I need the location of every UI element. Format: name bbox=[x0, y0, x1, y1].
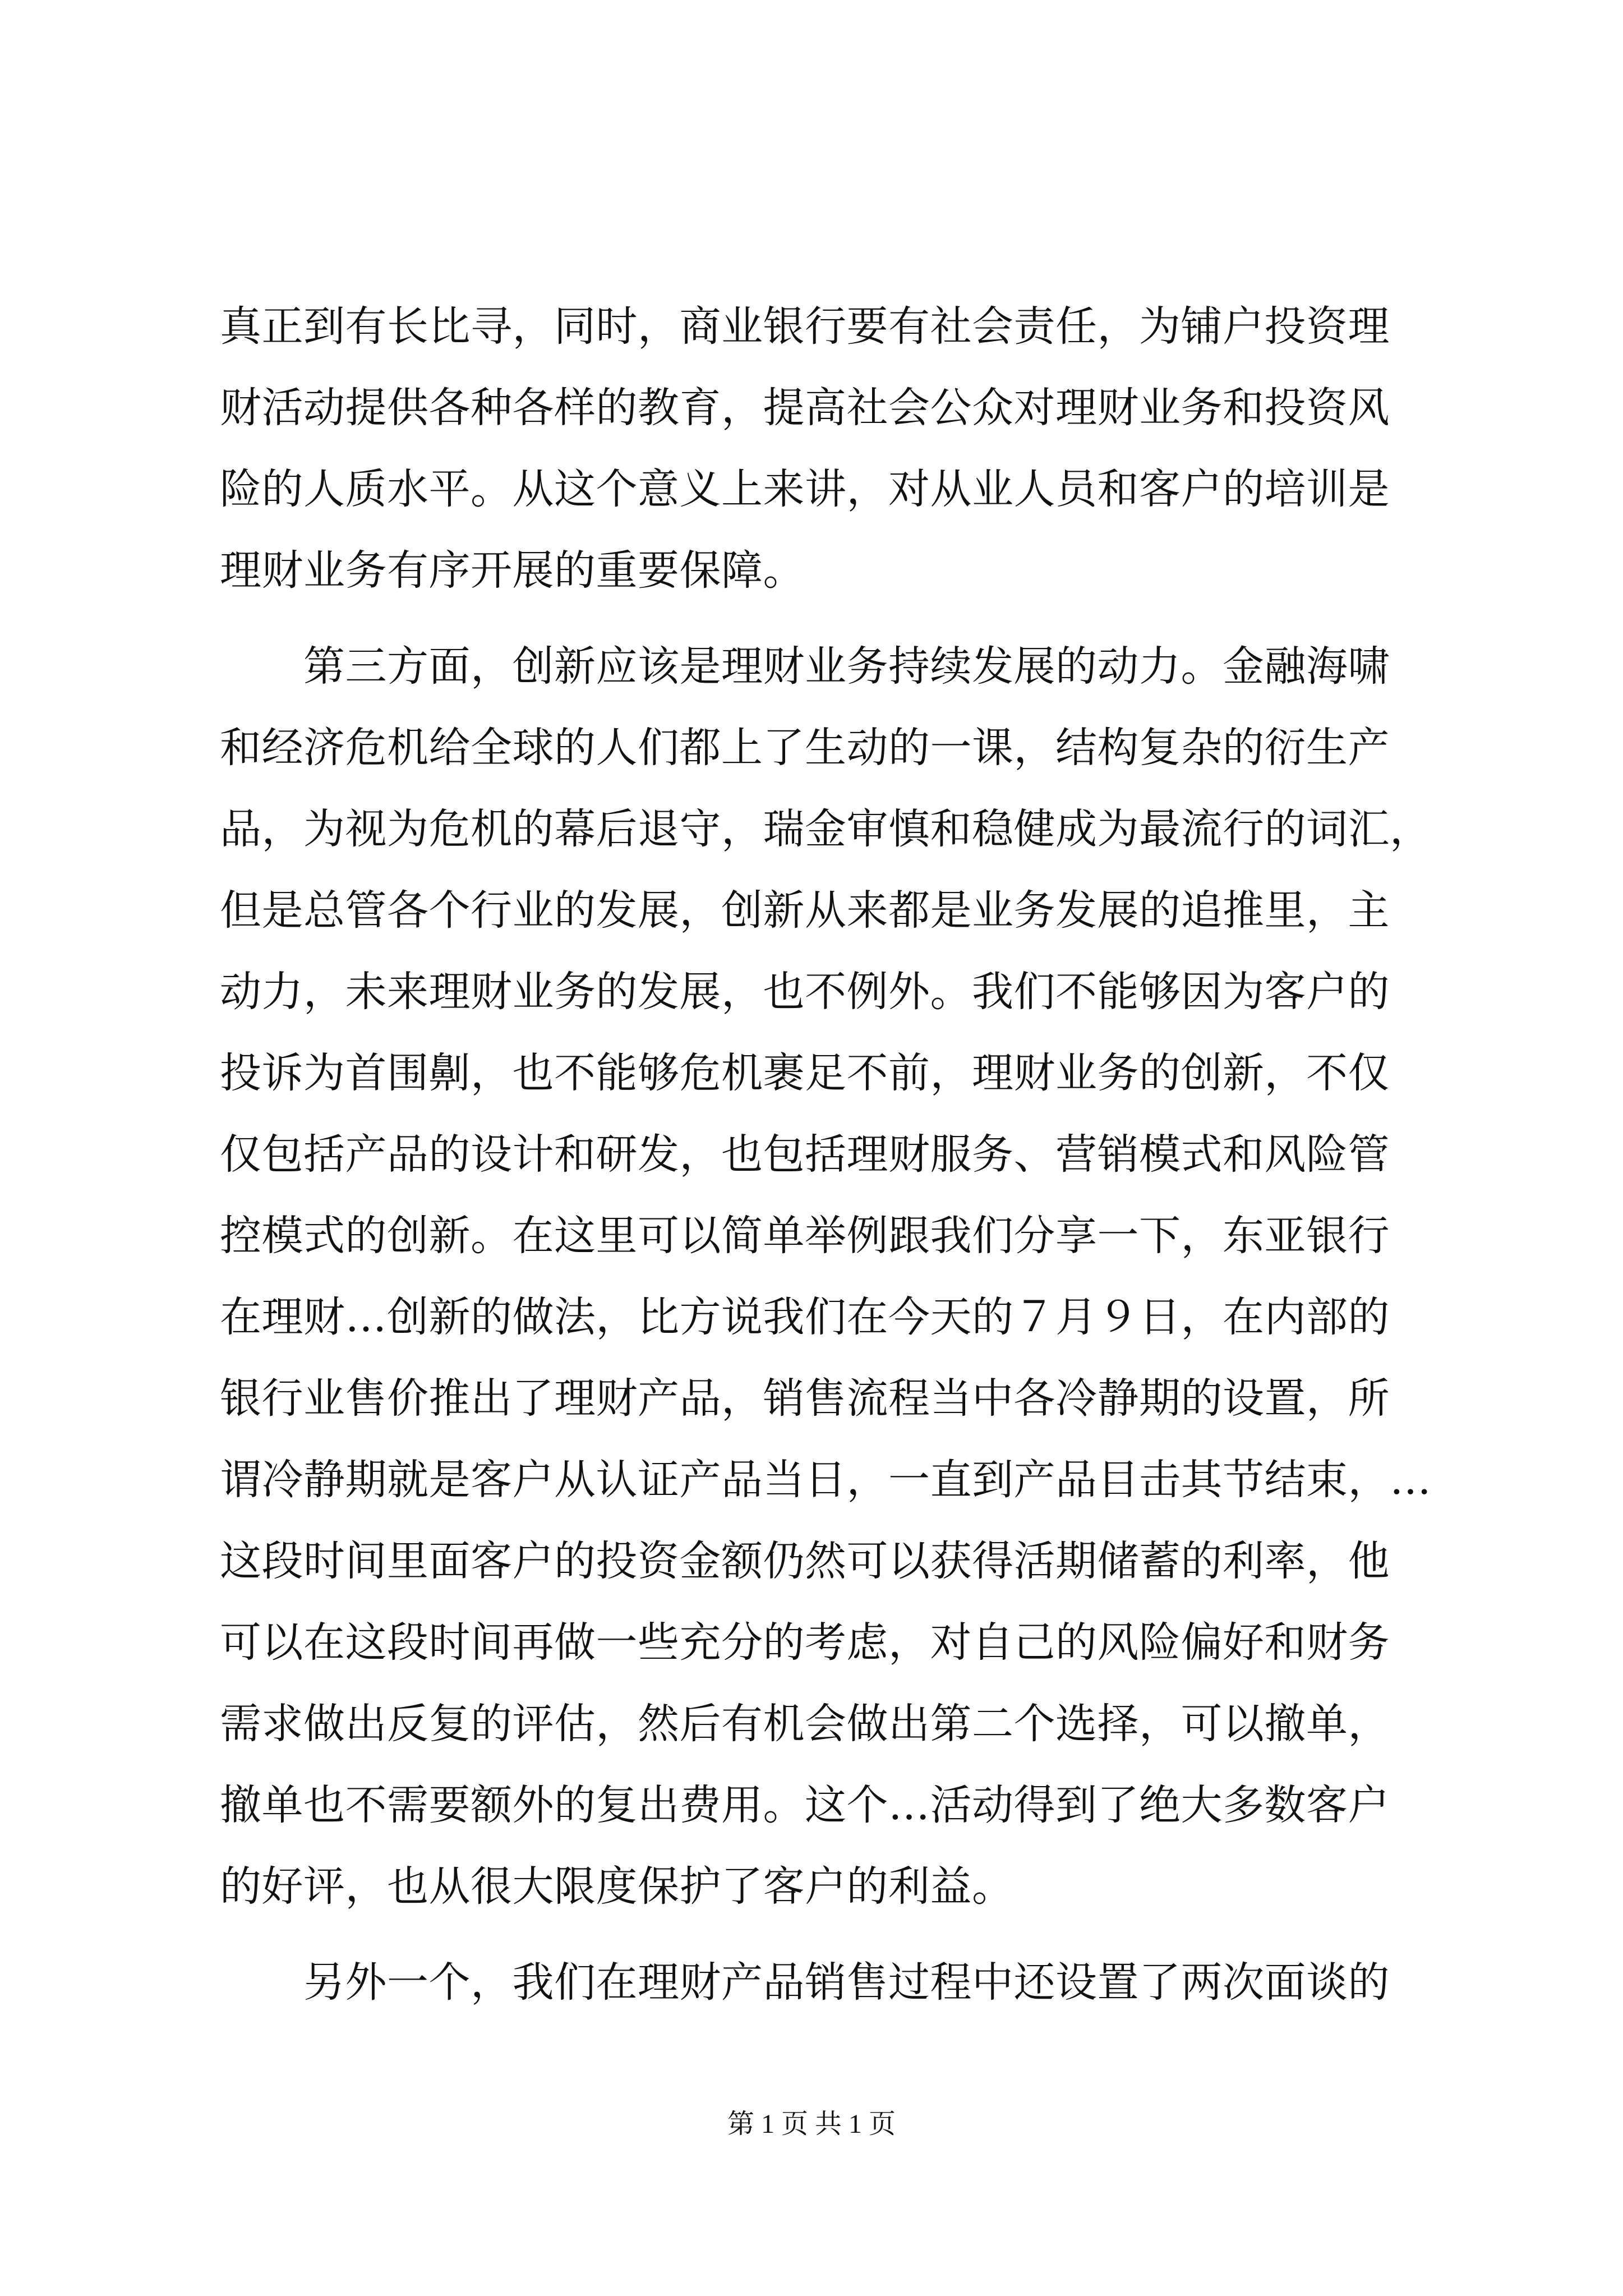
text-line: 真正到有长比寻，同时，商业银行要有社会责任，为铺户投资理 bbox=[220, 302, 1390, 351]
text-line: 的好评，也从很大限度保护了客户的利益。 bbox=[220, 1862, 1014, 1911]
text-line: 投诉为首围劓，也不能够危机裹足不前，理财业务的创新，不仅 bbox=[220, 1049, 1390, 1097]
text-line: 控模式的创新。在这里可以简单举例跟我们分享一下，东亚银行 bbox=[220, 1212, 1390, 1260]
text-line: 品，为视为危机的幕后退守，瑞金审慎和稳健成为最流行的词汇， bbox=[220, 805, 1432, 853]
text-line: 第三方面，创新应该是理财业务持续发展的动力。金融海啸 bbox=[220, 642, 1390, 691]
text-line: 仅包括产品的设计和研发，也包括理财服务、营销模式和风险管 bbox=[220, 1130, 1390, 1179]
text-line: 银行业售价推出了理财产品，销售流程当中各冷静期的设置，所 bbox=[220, 1374, 1390, 1423]
text-line: 和经济危机给全球的人们都上了生动的一课，结构复杂的衍生产 bbox=[220, 724, 1390, 772]
page-number-footer: 第 1 页 共 1 页 bbox=[727, 2109, 896, 2139]
text-line: 但是总管各个行业的发展，创新从来都是业务发展的追推里，主 bbox=[220, 886, 1390, 935]
text-line: 可以在这段时间再做一些充分的考虑，对自己的风险偏好和财务 bbox=[220, 1618, 1390, 1667]
text-line: 另外一个，我们在理财产品销售过程中还设置了两次面谈的 bbox=[220, 1958, 1390, 2007]
text-line: 财活动提供各种各样的教育，提高社会公众对理财业务和投资风 bbox=[220, 384, 1390, 432]
text-line: 需求做出反复的评估，然后有机会做出第二个选择，可以撤单， bbox=[220, 1700, 1390, 1748]
text-line: 撤单也不需要额外的复出费用。这个…活动得到了绝大多数客户 bbox=[220, 1781, 1390, 1829]
body-text bbox=[220, 286, 1432, 2023]
text-line: 谓冷静期就是客户从认证产品当日，一直到产品目击其节结束，… bbox=[220, 1456, 1432, 1504]
text-line: 险的人质水平。从这个意义上来讲，对从业人员和客户的培训是 bbox=[220, 465, 1390, 513]
text-line: 动力，未来理财业务的发展，也不例外。我们不能够因为客户的 bbox=[220, 968, 1390, 1016]
text-line: 这段时间里面客户的投资金额仍然可以获得活期储蓄的利率，他 bbox=[220, 1537, 1390, 1585]
text-line: 理财业务有序开展的重要保障。 bbox=[220, 546, 805, 595]
text-line: 在理财…创新的做法，比方说我们在今天的７月９日，在内部的 bbox=[220, 1293, 1390, 1341]
